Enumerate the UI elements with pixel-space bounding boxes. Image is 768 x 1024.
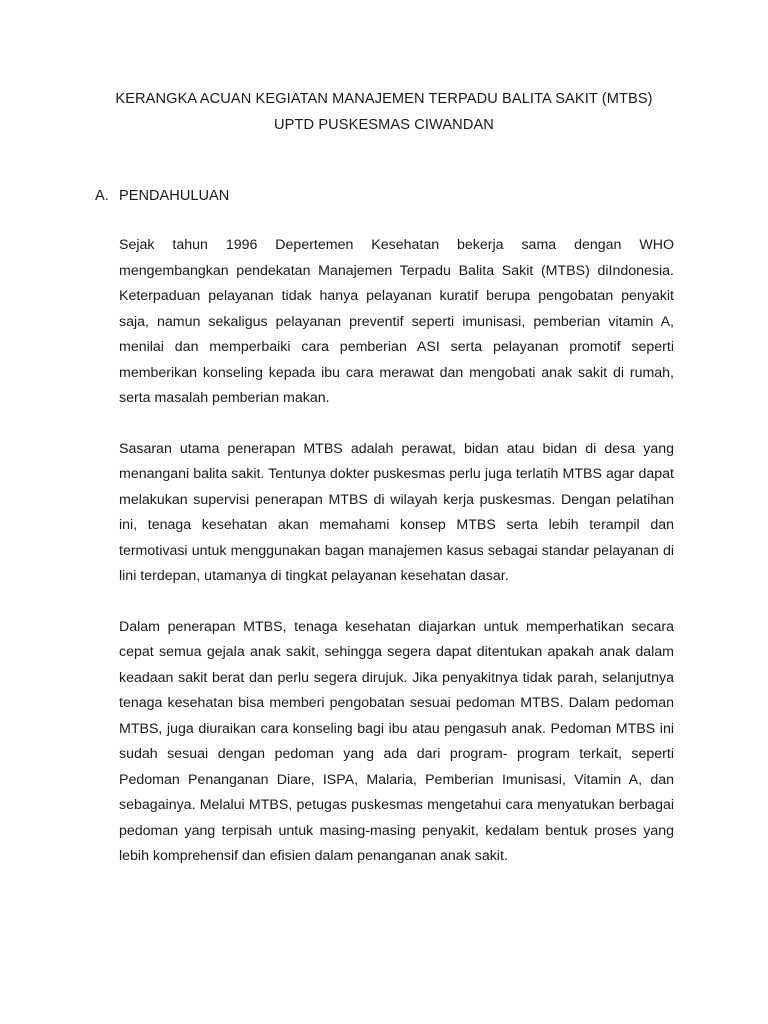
section-body: [119, 233, 674, 895]
paragraph: Dalam penerapan MTBS, tenaga kesehatan diajarkan untuk memperhatikan secara cepat semua gejala anak sakit, sehingga segera dapat ditentukan apakah anak dalam keadaan sakit berat dan perlu segera dirujuk. Jika penyakitnya tidak parah, selanjutnya tenaga kesehatan bisa memberi pengobatan sesuai pedoman MTBS. Dalam pedoman MTBS, juga diuraikan cara konseling bagi ibu atau pengasuh anak. Pedoman MTBS ini sudah sesuai dengan pedoman yang ada dari program- program terkait, seperti Pedoman Penanganan Diare, ISPA, Malaria, Pemberian Imunisasi, Vitamin A, dan sebagainya. Melalui MTBS, petugas puskesmas mengetahui cara menyatukan berbagai pedoman yang terpisah untuk masing-masing penyakit, kedalam bentuk proses yang lebih komprehensif dan efisien dalam penanganan anak sakit.: [119, 618, 674, 864]
paragraph: Sasaran utama penerapan MTBS adalah perawat, bidan atau bidan di desa yang menangani balita sakit. Tentunya dokter puskesmas perlu juga terlatih MTBS agar dapat melakukan supervisi penerapan MTBS di wilayah kerja puskesmas. Dengan pelatihan ini, tenaga kesehatan akan memahami konsep MTBS serta lebih terampil dan termotivasi untuk menggunakan bagan manajemen kasus sebagai standar pelayanan di lini terdepan, utamanya di tingkat pelayanan kesehatan dasar.: [119, 440, 674, 584]
title-line-1: KERANGKA ACUAN KEGIATAN MANAJEMEN TERPADU BALITA SAKIT (MTBS): [115, 91, 653, 107]
section-number: A.: [95, 188, 109, 204]
section-heading: [95, 183, 229, 209]
document-title: [0, 86, 768, 138]
section-title: PENDAHULUAN: [119, 188, 230, 204]
title-line-2: UPTD PUSKESMAS CIWANDAN: [274, 117, 494, 133]
paragraph: Sejak tahun 1996 Depertemen Kesehatan bekerja sama dengan WHO mengembangkan pendekatan Manajemen Terpadu Balita Sakit (MTBS) diIndonesia. Keterpaduan pelayanan tidak hanya pelayanan kuratif berupa pengobatan penyakit saja, namun sekaligus pelayanan preventif seperti imunisasi, pemberian vitamin A, menilai dan memperbaiki cara pemberian ASI serta pelayanan promotif seperti memberikan konseling kepada ibu cara merawat dan mengobati anak sakit di rumah, serta masalah pemberian makan.: [119, 237, 674, 406]
